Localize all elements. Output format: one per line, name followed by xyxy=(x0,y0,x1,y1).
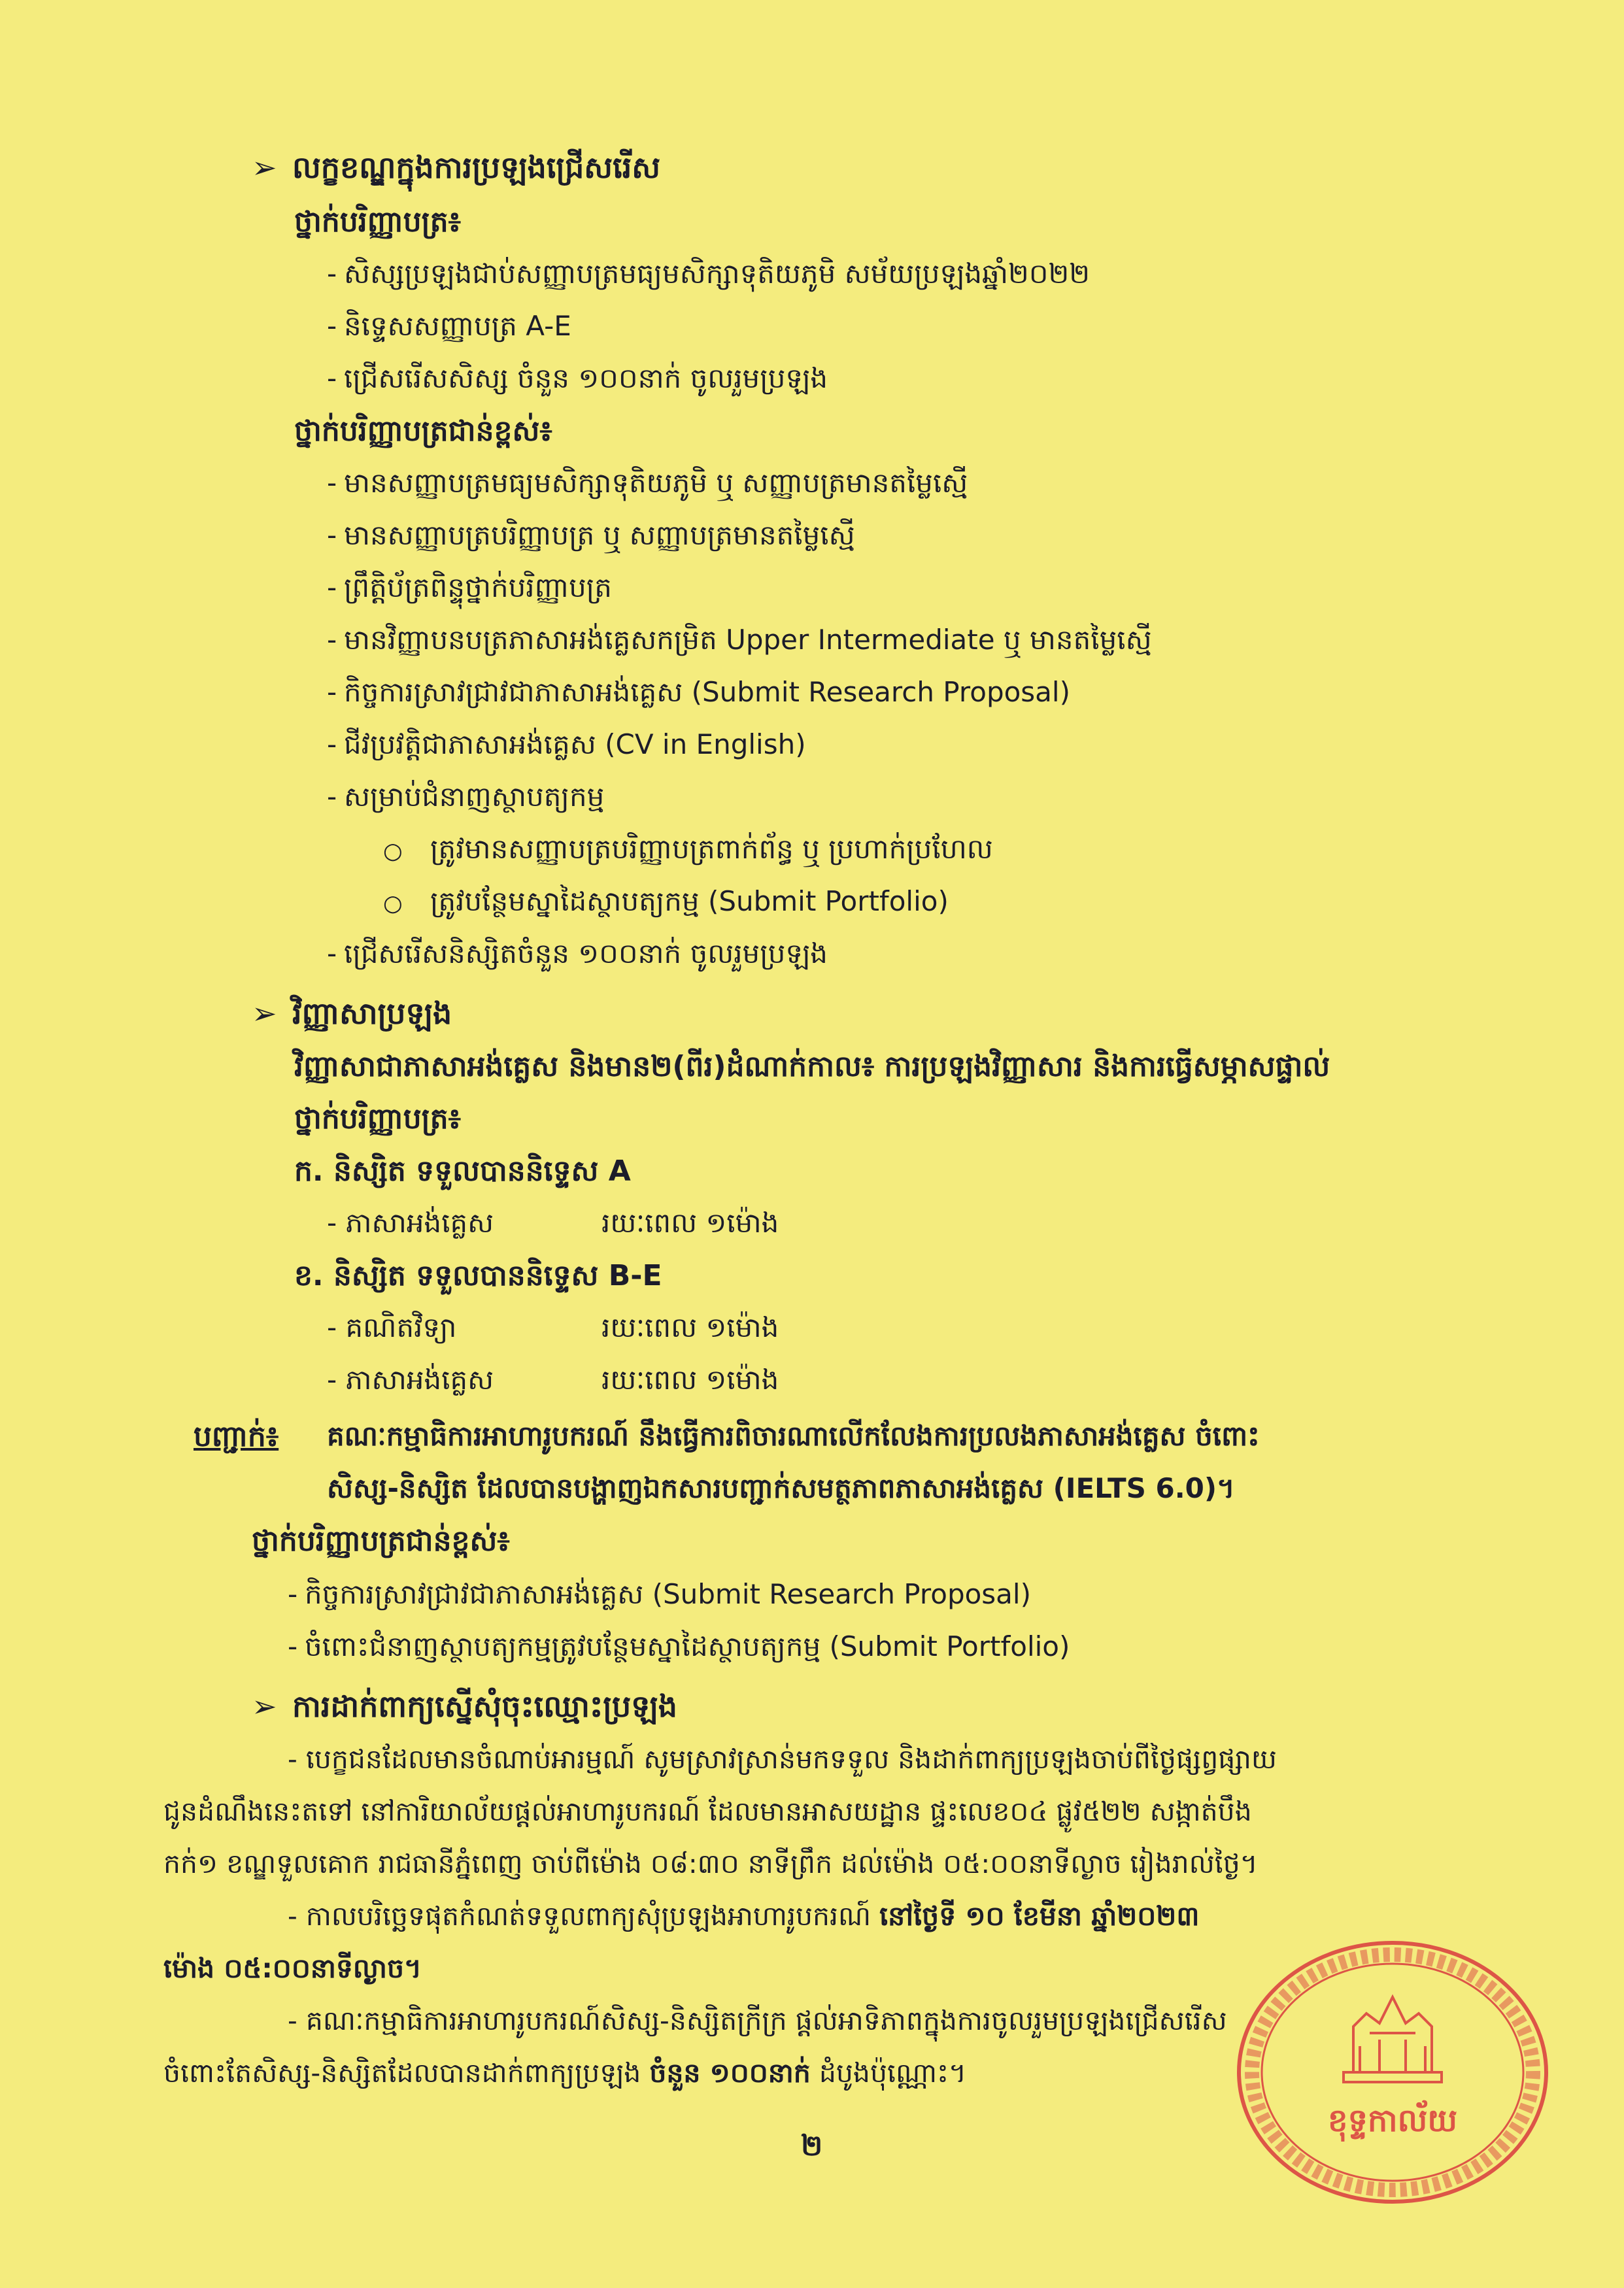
criteria-item: - មានវិញ្ញាបនបត្រភាសាអង់គ្លេសកម្រិត Upper Intermediate ឬ មានតម្លៃស្មើ xyxy=(327,624,1152,656)
arrow-icon: ➢ xyxy=(252,150,277,185)
note-line: គណៈកម្មាធិការអាហារូបករណ៍ នឹងធ្វើការពិចារណាលើកលែងការប្រលងភាសាអង់គ្លេស ចំពោះ xyxy=(327,1420,1260,1452)
criteria-item: - ជ្រើសរើសនិស្សិតចំនួន ១០០នាក់ ចូលរួមប្រឡង xyxy=(327,937,828,969)
subjects-postgrad-heading: ថ្នាក់បរិញ្ញាបត្រជាន់ខ្ពស់៖ xyxy=(252,1524,510,1558)
postgrad-item: - ចំពោះជំនាញស្ថាបត្យកម្មត្រូវបន្ថែមស្នាដៃស្ថាបត្យកម្ម (Submit Portfolio) xyxy=(288,1630,1070,1662)
arrow-icon: ➢ xyxy=(252,996,277,1031)
deadline-paragraph: - កាលបរិច្ឆេទផុតកំណត់ទទួលពាក្យសុំប្រឡងអាហារូបករណ៍ នៅថ្ងៃទី ១០ ខែមីនា ឆ្នាំ២០២៣ xyxy=(288,1900,1200,1932)
deadline-time: ម៉ោង ០៥:០០នាទីល្ងាច។ xyxy=(163,1953,422,1984)
office-stamp xyxy=(1229,1935,1556,2210)
subjects-title: ➢ វិញ្ញាសាប្រឡង xyxy=(252,996,452,1031)
postgrad-item: - កិច្ចការស្រាវជ្រាវជាភាសាអង់គ្លេស (Submit Research Proposal) xyxy=(288,1578,1031,1610)
arrow-icon: ➢ xyxy=(252,1689,277,1724)
criteria-title: ➢ លក្ខខណ្ឌក្នុងការប្រឡងជ្រើសរើស xyxy=(252,150,661,185)
exam-row: - គណិតវិទ្យា រយៈពេល ១ម៉ោង xyxy=(327,1311,779,1343)
sub-bullet: ○ ត្រូវបន្ថែមស្នាដៃស្ថាបត្យកម្ម (Submit Portfolio) xyxy=(383,885,949,917)
bachelor-heading: ថ្នាក់បរិញ្ញាបត្រ៖ xyxy=(294,205,462,239)
criteria-item: - ជីវប្រវត្តិជាភាសាអង់គ្លេស (CV in English) xyxy=(327,728,806,760)
criteria-item: - កិច្ចការស្រាវជ្រាវជាភាសាអង់គ្លេស (Submit Research Proposal) xyxy=(327,676,1070,708)
circle-bullet-icon: ○ xyxy=(383,838,403,864)
priority-paragraph: - គណៈកម្មាធិការអាហារូបករណ៍សិស្ស-និស្សិតក្រីក្រ ផ្តល់អាទិភាពក្នុងការចូលរួមប្រឡងជ្រើសរើស xyxy=(288,2005,1227,2036)
application-paragraph: - បេក្ខជនដែលមានចំណាប់អារម្មណ៍ សូមស្រាវស្រាន់មកទទួល និងដាក់ពាក្យប្រឡងចាប់ពីថ្ងៃផ្សព្វផ្សាយ xyxy=(288,1743,1277,1775)
criteria-item: - មានសញ្ញាបត្របរិញ្ញាបត្រ ឬ សញ្ញាបត្រមានតម្លៃស្មើ xyxy=(327,519,855,551)
criteria-item: - សិស្សប្រឡងជាប់សញ្ញាបត្រមធ្យមសិក្សាទុតិយភូមិ សម័យប្រឡងឆ្នាំ២០២២ xyxy=(327,258,1091,290)
criteria-item: - ជ្រើសរើសសិស្ស ចំនួន ១០០នាក់ ចូលរួមប្រឡង xyxy=(327,362,828,394)
exam-row: - ភាសាអង់គ្លេស រយៈពេល ១ម៉ោង xyxy=(327,1364,779,1396)
application-title: ➢ ការដាក់ពាក្យស្នើសុំចុះឈ្មោះប្រឡង xyxy=(252,1689,677,1724)
circle-bullet-icon: ○ xyxy=(383,890,403,917)
criteria-item: - សម្រាប់ជំនាញស្ថាបត្យកម្ម xyxy=(327,781,605,813)
note-line: សិស្ស-និស្សិត ដែលបានបង្ហាញឯកសារបញ្ជាក់សមត្ថភាពភាសាអង់គ្លេស (IELTS 6.0)។ xyxy=(327,1472,1235,1504)
subjects-bachelor-heading: ថ្នាក់បរិញ្ញាបត្រ៖ xyxy=(294,1102,462,1136)
group-b-title: ខ. និស្សិត ទទួលបាននិទ្ទេស B-E xyxy=(294,1259,662,1292)
group-a-title: ក. និស្សិត ទទួលបាននិទ្ទេស A xyxy=(294,1154,631,1188)
note-label: បញ្ជាក់៖ xyxy=(194,1420,279,1453)
page-number: ២ xyxy=(801,2129,823,2162)
sub-bullet: ○ ត្រូវមានសញ្ញាបត្របរិញ្ញាបត្រពាក់ព័ន្ធ ឬ ប្រហាក់ប្រហែល xyxy=(383,833,993,865)
priority-paragraph: ចំពោះតែសិស្ស-និស្សិតដែលបានដាក់ពាក្យប្រឡង ចំនួន ១០០នាក់ ដំបូងប៉ុណ្ណោះ។ xyxy=(163,2057,967,2089)
criteria-item: - និទ្ទេសសញ្ញាបត្រ A-E xyxy=(327,310,571,342)
postgrad-heading: ថ្នាក់បរិញ្ញាបត្រជាន់ខ្ពស់៖ xyxy=(294,414,552,448)
subjects-intro: វិញ្ញាសាជាភាសាអង់គ្លេស និងមាន២(ពីរ)ដំណាក់កាល៖ ការប្រឡងវិញ្ញាសារ និងការធ្វើសម្ភាសផ្ទាល់ xyxy=(294,1050,1330,1083)
criteria-item: - ព្រឹត្តិប័ត្រពិន្ទុថ្នាក់បរិញ្ញាបត្រ xyxy=(327,571,612,603)
exam-row: - ភាសាអង់គ្លេស រយៈពេល ១ម៉ោង xyxy=(327,1207,779,1239)
stamp-text: ខុទ្ទកាល័យ xyxy=(1327,2102,1458,2139)
application-paragraph: ជូនដំណឹងនេះតទៅ នៅការិយាល័យផ្តល់អាហារូបករណ៍ ដែលមានអាសយដ្ឋាន ផ្ទះលេខ០៤ ផ្លូវ៥២២ សង្កាត់បឹង xyxy=(163,1796,1252,1827)
application-paragraph: កក់១ ខណ្ឌទួលគោក រាជធានីភ្នំពេញ ចាប់ពីម៉ោង ០៨:៣០ នាទីព្រឹក ដល់ម៉ោង ០៥:០០នាទីល្ងាច រៀងរាល់ថ្ងៃ។ xyxy=(163,1848,1258,1879)
criteria-item: - មានសញ្ញាបត្រមធ្យមសិក្សាទុតិយភូមិ ឬ សញ្ញាបត្រមានតម្លៃស្មើ xyxy=(327,467,968,499)
